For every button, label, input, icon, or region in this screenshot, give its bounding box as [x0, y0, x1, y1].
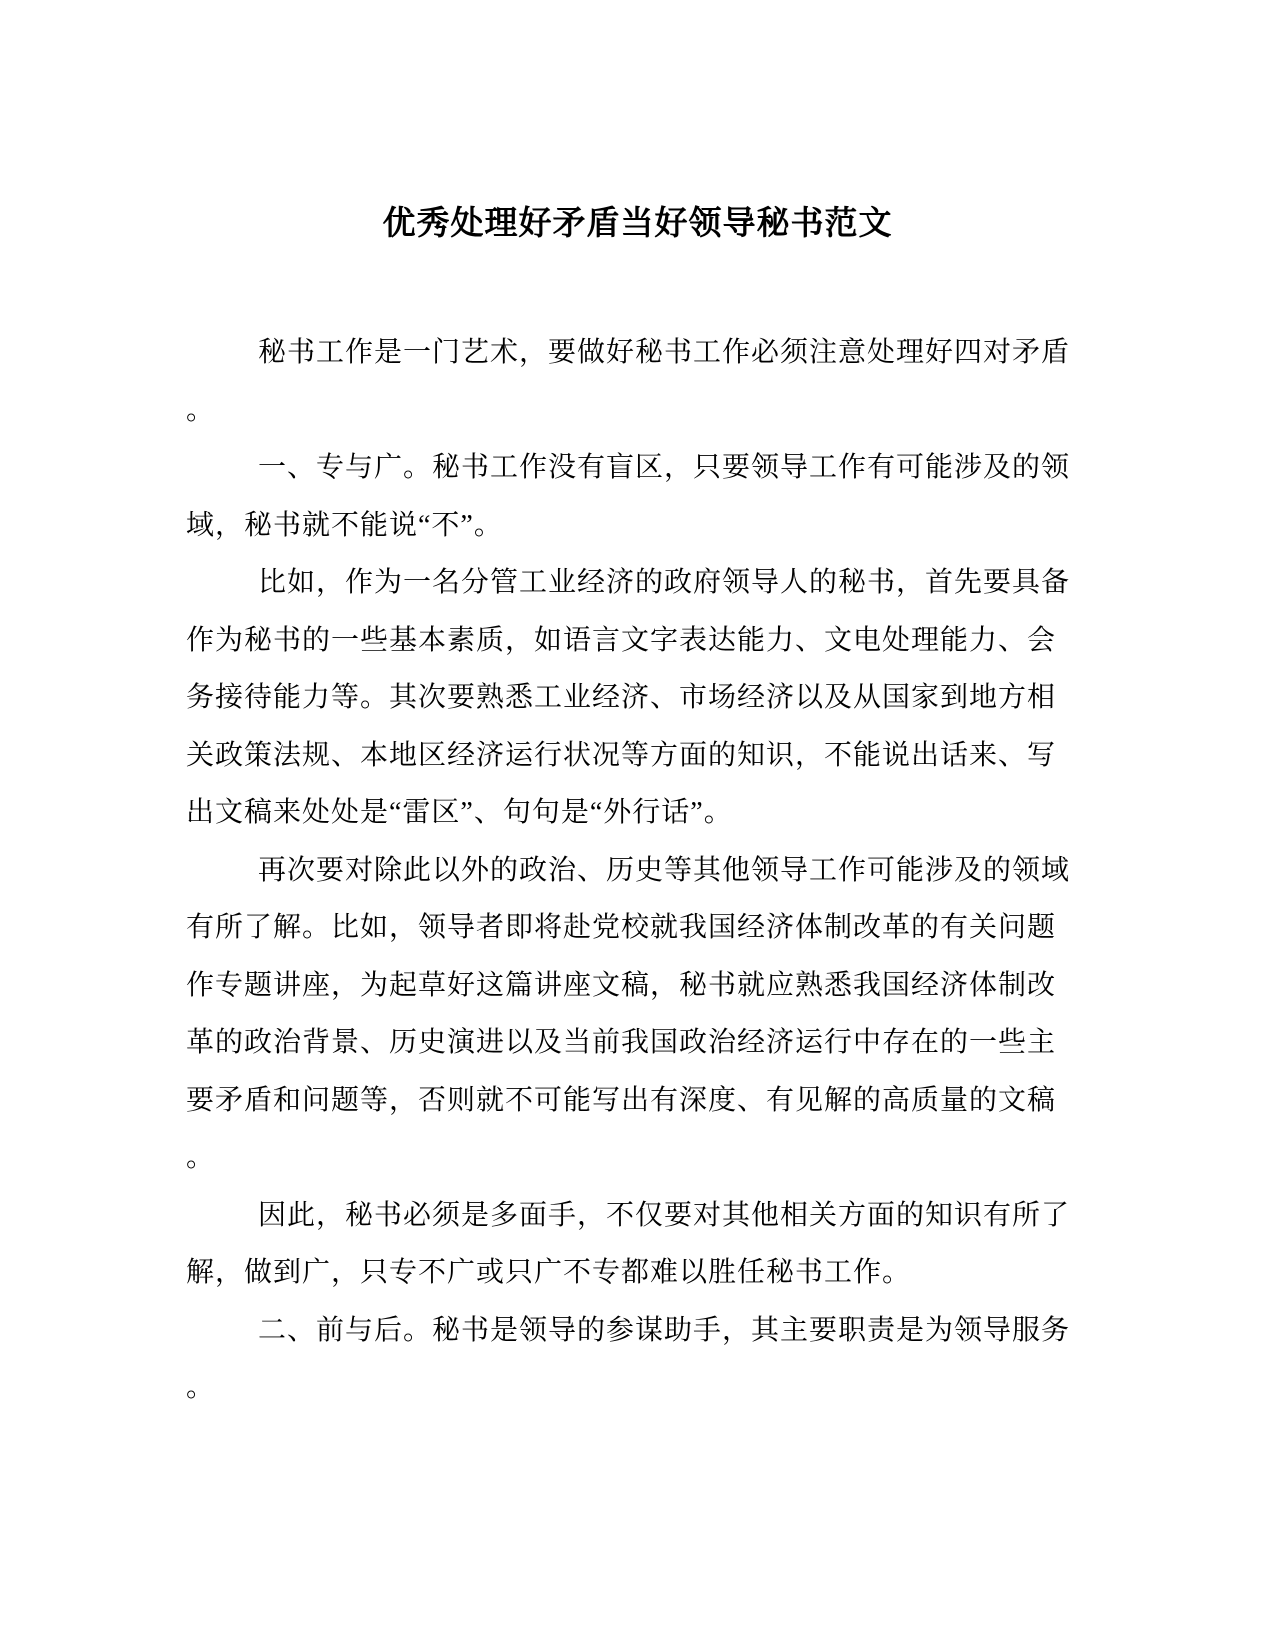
text-line: 务接待能力等。其次要熟悉工业经济、市场经济以及从国家到地方相 [186, 682, 1057, 713]
text-line: 。 [186, 1142, 216, 1173]
text-line: 域，秘书就不能说“不”。 [186, 509, 503, 541]
text-line: 出文稿来处处是“雷区”、句句是“外行话”。 [186, 797, 733, 828]
text-line: 解，做到广，只专不广或只广不专都难以胜任秘书工作。 [186, 1257, 912, 1288]
text-line: 再次要对除此以外的政治、历史等其他领导工作可能涉及的领域 [258, 854, 1071, 886]
text-line: 比如，作为一名分管工业经济的政府领导人的秘书，首先要具备 [258, 567, 1071, 598]
document-body [186, 324, 1071, 1417]
text-line: 。 [186, 1372, 216, 1403]
text-line: 关政策法规、本地区经济运行状况等方面的知识，不能说出话来、写 [186, 739, 1057, 771]
text-line: 作专题讲座，为起草好这篇讲座文稿，秘书就应熟悉我国经济体制改 [186, 969, 1057, 1001]
document-title: 优秀处理好矛盾当好领导秘书范文 [382, 204, 893, 241]
text-line: 要矛盾和问题等，否则就不可能写出有深度、有见解的高质量的文稿 [186, 1084, 1057, 1116]
text-line: 革的政治背景、历史演进以及当前我国政治经济运行中存在的一些主 [186, 1027, 1057, 1058]
text-line: 一、专与广。秘书工作没有盲区，只要领导工作有可能涉及的领 [258, 452, 1071, 483]
text-line: 秘书工作是一门艺术，要做好秘书工作必须注意处理好四对矛盾 [258, 337, 1071, 368]
text-line: 。 [186, 394, 216, 426]
text-line: 因此，秘书必须是多面手，不仅要对其他相关方面的知识有所了 [258, 1199, 1071, 1231]
text-line: 二、前与后。秘书是领导的参谋助手，其主要职责是为领导服务 [258, 1314, 1071, 1346]
text-line: 有所了解。比如，领导者即将赴党校就我国经济体制改革的有关问题 [186, 912, 1057, 943]
text-line: 作为秘书的一些基本素质，如语言文字表达能力、文电处理能力、会 [186, 624, 1057, 656]
